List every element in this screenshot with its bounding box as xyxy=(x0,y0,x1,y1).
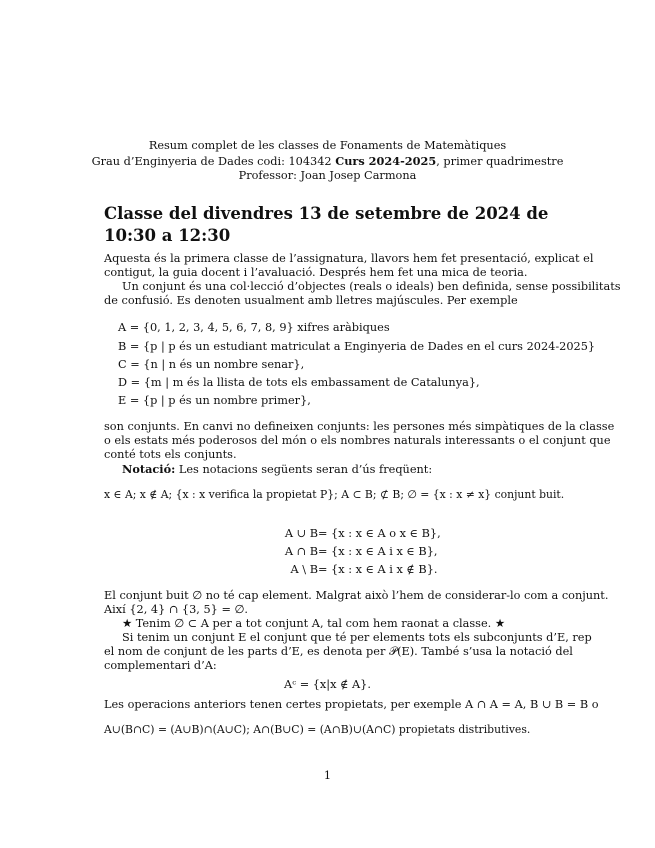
paragraph-4-line-2: Així {2, 4} ∩ {3, 5} = ∅. xyxy=(104,603,248,616)
notation-text: Les notacions següents seran d’ús freqüent: xyxy=(175,463,433,476)
paragraph-3-line-1: son conjunts. En canvi no defineixen conjunts: les persones més simpàtiques de la classe xyxy=(104,420,615,433)
set-op-union-rhs: = {x : x ∈ A o x ∈ B}, xyxy=(318,527,441,540)
example-set-b: B = {p | p és un estudiant matriculat a Enginyeria de Dades en el curs 2024-2025} xyxy=(118,340,596,353)
complement-formula: Aᶜ = {x|x ∉ A}. xyxy=(284,678,371,691)
notation-label: Notació: xyxy=(122,462,176,476)
page-number: 1 xyxy=(323,769,332,782)
set-op-difference-lhs: A \ B xyxy=(290,563,318,576)
paragraph-3-line-3: conté tots els conjunts. xyxy=(104,448,237,461)
set-op-difference-rhs: = {x : x ∈ A i x ∉ B}. xyxy=(318,563,438,576)
paragraph-5-line-2: el nom de conjunt de les parts d’E, es denota per 𝒫(E). També s’usa la notació del xyxy=(104,645,573,658)
header-line-2 xyxy=(0,154,655,169)
notation-line: x ∈ A; x ∉ A; {x : x verifica la propietat P}; A ⊂ B; ⊄ B; ∅ = {x : x ≠ x} conjunt buit. xyxy=(104,488,565,501)
paragraph-5-line-3: complementari d’A: xyxy=(104,659,217,672)
section-title: Classe del divendres 13 de setembre de 2024 de 10:30 a 12:30 xyxy=(104,204,549,245)
paragraph-1-line-2: contigut, la guia docent i l’avaluació. Després hem fet una mica de teoria. xyxy=(104,266,528,279)
star-statement: ★ Tenim ∅ ⊂ A per a tot conjunt A, tal com hem raonat a classe. ★ xyxy=(122,617,505,630)
example-set-c: C = {n | n és un nombre senar}, xyxy=(118,358,305,371)
paragraph-5-line-1: Si tenim un conjunt E el conjunt que té per elements tots els subconjunts d’E, rep xyxy=(122,631,592,644)
paragraph-3-line-2: o els estats més poderosos del món o els nombres naturals interessants o el conjunt que xyxy=(104,434,611,447)
header-semester: , primer quadrimestre xyxy=(436,155,564,168)
set-op-intersection-rhs: = {x : x ∈ A i x ∈ B}, xyxy=(318,545,438,558)
example-set-d: D = {m | m és la llista de tots els embassament de Catalunya}, xyxy=(118,376,480,389)
header-course-info: Grau d’Enginyeria de Dades codi: 104342 xyxy=(91,155,336,168)
example-set-a: A = {0, 1, 2, 3, 4, 5, 6, 7, 8, 9} xifres aràbiques xyxy=(118,321,390,334)
header-line-3: Professor: Joan Josep Carmona xyxy=(238,169,417,182)
header-course-year: Curs 2024-2025 xyxy=(335,154,437,168)
paragraph-2-line-1: Un conjunt és una col·lecció d’objectes (reals o ideals) ben definida, sense possibilitats xyxy=(122,280,621,293)
set-op-intersection-lhs: A ∩ B xyxy=(284,545,318,558)
paragraph-2-line-2: de confusió. Es denoten usualment amb lletres majúscules. Per exemple xyxy=(104,294,518,307)
paragraph-4-line-1: El conjunt buit ∅ no té cap element. Malgrat això l’hem de considerar-lo com a conjunt. xyxy=(104,589,609,602)
example-set-e: E = {p | p és un nombre primer}, xyxy=(118,394,311,407)
paragraph-1-line-1: Aquesta és la primera classe de l’assignatura, llavors hem fet presentació, explicat el xyxy=(104,252,594,265)
set-op-union-lhs: A ∪ B xyxy=(284,527,318,540)
paragraph-6: Les operacions anteriors tenen certes propietats, per exemple A ∩ A = A, B ∪ B = B o xyxy=(104,698,599,711)
header-line-1: Resum complet de les classes de Fonaments de Matemàtiques xyxy=(148,139,507,152)
distributive-properties: A∪(B∩C) = (A∪B)∩(A∪C); A∩(B∪C) = (A∩B)∪(A∩C) propietats distributives. xyxy=(104,723,531,736)
notation-paragraph xyxy=(122,462,432,477)
